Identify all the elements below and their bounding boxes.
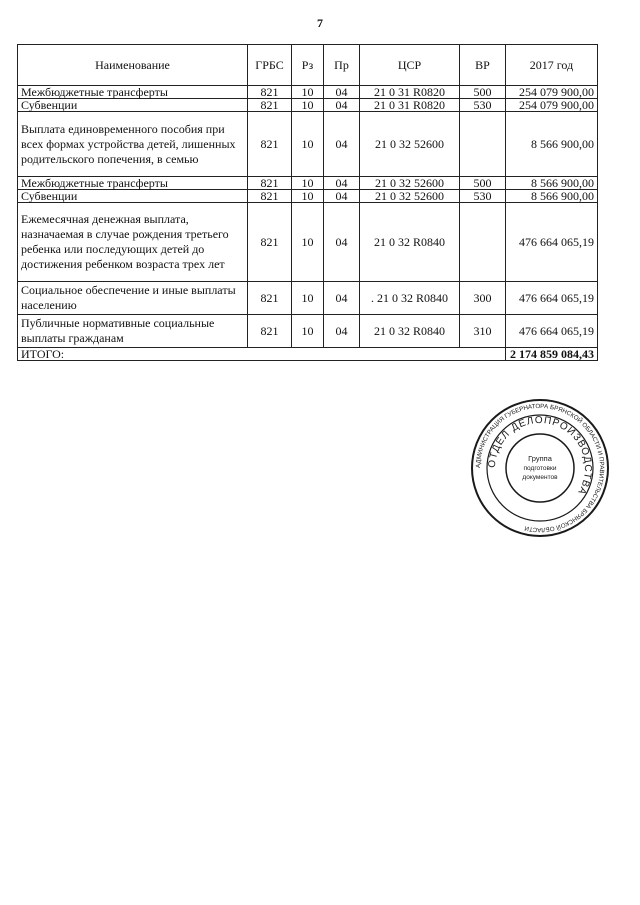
row-vr: 500 xyxy=(460,86,506,99)
row-vr xyxy=(460,112,506,177)
row-rz: 10 xyxy=(292,86,324,99)
row-grbs: 821 xyxy=(248,315,292,348)
row-name: Межбюджетные трансферты xyxy=(18,177,248,190)
row-grbs: 821 xyxy=(248,203,292,282)
header-csr: ЦСР xyxy=(360,45,460,86)
row-vr: 500 xyxy=(460,177,506,190)
total-amount: 2 174 859 084,43 xyxy=(506,348,598,361)
row-rz: 10 xyxy=(292,315,324,348)
row-csr: 21 0 32 52600 xyxy=(360,190,460,203)
header-year: 2017 год xyxy=(506,45,598,86)
row-grbs: 821 xyxy=(248,99,292,112)
header-rz: Рз xyxy=(292,45,324,86)
row-grbs: 821 xyxy=(248,282,292,315)
table-header-row xyxy=(18,45,598,86)
row-amount: 254 079 900,00 xyxy=(506,99,598,112)
table-row xyxy=(18,282,598,315)
stamp-center-line1: Группа xyxy=(528,454,552,463)
budget-table xyxy=(17,44,598,361)
row-name: Субвенции xyxy=(18,99,248,112)
row-name: Социальное обеспечение и иные выплаты населению xyxy=(18,282,248,315)
row-amount: 8 566 900,00 xyxy=(506,112,598,177)
row-pr: 04 xyxy=(324,315,360,348)
row-vr: 530 xyxy=(460,99,506,112)
stamp-outer-text: АДМИНИСТРАЦИЯ ГУБЕРНАТОРА БРЯНСКОЙ ОБЛАСТИ И ПРАВИТЕЛЬСТВА БРЯНСКОЙ ОБЛАСТИ xyxy=(474,402,606,534)
row-vr: 300 xyxy=(460,282,506,315)
total-row xyxy=(18,348,598,361)
row-grbs: 821 xyxy=(248,177,292,190)
row-vr: 530 xyxy=(460,190,506,203)
row-pr: 04 xyxy=(324,203,360,282)
row-csr: 21 0 32 R0840 xyxy=(360,203,460,282)
table-row xyxy=(18,99,598,112)
row-pr: 04 xyxy=(324,99,360,112)
row-grbs: 821 xyxy=(248,190,292,203)
table-row xyxy=(18,315,598,348)
row-csr: 21 0 31 R0820 xyxy=(360,86,460,99)
header-name: Наименование xyxy=(18,45,248,86)
row-rz: 10 xyxy=(292,190,324,203)
row-rz: 10 xyxy=(292,177,324,190)
table-row xyxy=(18,190,598,203)
row-csr: 21 0 32 52600 xyxy=(360,112,460,177)
row-pr: 04 xyxy=(324,282,360,315)
row-rz: 10 xyxy=(292,99,324,112)
row-csr: 21 0 31 R0820 xyxy=(360,99,460,112)
row-amount: 476 664 065,19 xyxy=(506,315,598,348)
row-vr xyxy=(460,203,506,282)
table-row xyxy=(18,112,598,177)
stamp-center-line2: подготовки xyxy=(523,465,557,472)
header-pr: Пр xyxy=(324,45,360,86)
row-amount: 8 566 900,00 xyxy=(506,177,598,190)
row-rz: 10 xyxy=(292,282,324,315)
official-stamp xyxy=(470,398,610,538)
table-row xyxy=(18,203,598,282)
row-csr: . 21 0 32 R0840 xyxy=(360,282,460,315)
row-csr: 21 0 32 R0840 xyxy=(360,315,460,348)
total-label: ИТОГО: xyxy=(18,348,506,361)
row-amount: 254 079 900,00 xyxy=(506,86,598,99)
header-vr: ВР xyxy=(460,45,506,86)
row-pr: 04 xyxy=(324,86,360,99)
header-grbs: ГРБС xyxy=(248,45,292,86)
row-name: Выплата единовременного пособия при всех формах устройства детей, лишенных родительского попечения, в семью xyxy=(18,112,248,177)
row-amount: 476 664 065,19 xyxy=(506,203,598,282)
row-vr: 310 xyxy=(460,315,506,348)
row-pr: 04 xyxy=(324,190,360,203)
row-name: Ежемесячная денежная выплата, назначаемая в случае рождения третьего ребенка или последующих детей до достижения ребенком возраста трех лет xyxy=(18,203,248,282)
table-row xyxy=(18,177,598,190)
row-pr: 04 xyxy=(324,177,360,190)
row-grbs: 821 xyxy=(248,86,292,99)
row-name: Межбюджетные трансферты xyxy=(18,86,248,99)
row-rz: 10 xyxy=(292,112,324,177)
row-rz: 10 xyxy=(292,203,324,282)
row-name: Субвенции xyxy=(18,190,248,203)
page-number: 7 xyxy=(317,16,323,30)
row-name: Публичные нормативные социальные выплаты гражданам xyxy=(18,315,248,348)
row-amount: 476 664 065,19 xyxy=(506,282,598,315)
row-amount: 8 566 900,00 xyxy=(506,190,598,203)
table-row xyxy=(18,86,598,99)
row-grbs: 821 xyxy=(248,112,292,177)
stamp-ring-text: ОТДЕЛ ДЕЛОПРОИЗВОДСТВА xyxy=(486,414,594,497)
stamp-center-line3: документов xyxy=(522,474,558,481)
row-csr: 21 0 32 52600 xyxy=(360,177,460,190)
row-pr: 04 xyxy=(324,112,360,177)
